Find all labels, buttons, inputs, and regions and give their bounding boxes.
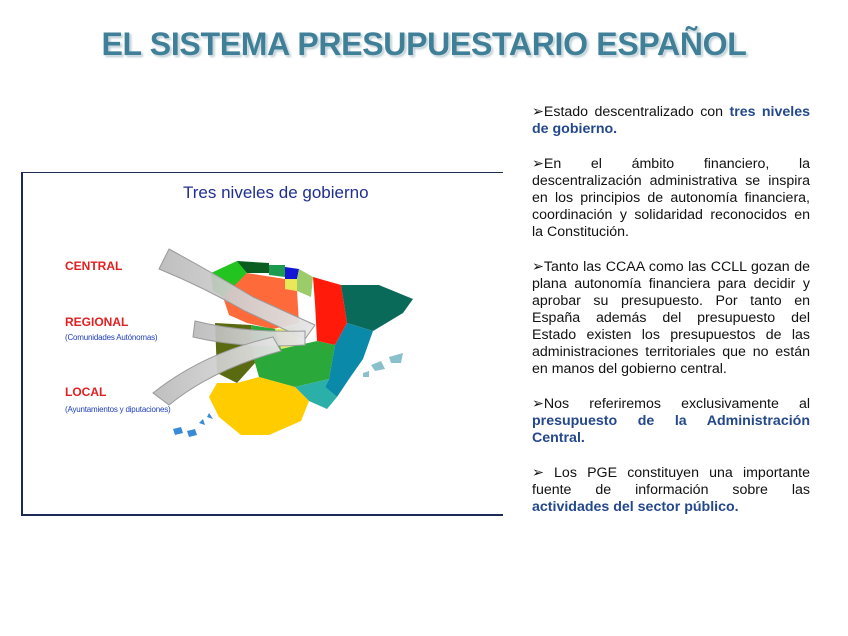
level-local-sublabel: (Ayuntamientos y diputaciones) xyxy=(65,405,171,414)
bullet-item: ➢ Los PGE constituyen una importante fuente de información sobre las actividades del sector público. xyxy=(532,465,810,515)
region-balearics xyxy=(371,361,385,371)
bullet-marker: ➢ xyxy=(532,465,555,481)
region-basque xyxy=(285,267,299,279)
region-cantabria xyxy=(269,265,285,277)
government-levels-figure xyxy=(21,172,503,516)
bullet-marker: ➢ xyxy=(532,104,544,120)
region-catalonia xyxy=(341,285,413,331)
bullet-item: ➢En el ámbito financiero, la descentralización administrativa se inspira en los principios de autonomía financiera, coordinación y solidaridad reconocidos en la Constitución. xyxy=(532,156,810,240)
bullet-marker: ➢ xyxy=(532,156,544,172)
slide-title: EL SISTEMA PRESUPUESTARIO ESPAÑOL xyxy=(101,26,747,62)
bullet-highlight: actividades del sector público. xyxy=(532,499,739,515)
spain-map xyxy=(23,173,503,516)
region-rioja xyxy=(285,279,297,291)
bullet-item: ➢Tanto las CCAA como las CCLL gozan de plana autonomía financiera para decidir y aprobar su presupuesto. Por tanto en España además del presupuesto del Estado existen los presupuestos de las administraciones territoriales que no están en manos del gobierno central. xyxy=(532,259,810,377)
bullet-list xyxy=(532,104,810,534)
bullet-item: ➢Estado descentralizado con tres niveles de gobierno. xyxy=(532,104,810,137)
bullet-marker: ➢ xyxy=(532,259,544,275)
figure-title: Tres niveles de gobierno xyxy=(183,183,369,202)
level-local-label: LOCAL xyxy=(65,385,107,399)
level-central-label: CENTRAL xyxy=(65,259,123,273)
region-canaries xyxy=(173,427,183,435)
bullet-highlight: presupuesto de la Administración Central. xyxy=(532,413,810,446)
level-regional-sublabel: (Comunidades Autónomas) xyxy=(65,333,158,342)
region-balearics-2 xyxy=(389,353,403,363)
bullet-item: ➢Nos referiremos exclusivamente al presupuesto de la Administración Central. xyxy=(532,396,810,446)
bullet-marker: ➢ xyxy=(532,396,544,412)
bullet-highlight: tres niveles de gobierno. xyxy=(532,104,810,137)
level-regional-label: REGIONAL xyxy=(65,315,129,329)
region-navarra xyxy=(297,269,313,297)
